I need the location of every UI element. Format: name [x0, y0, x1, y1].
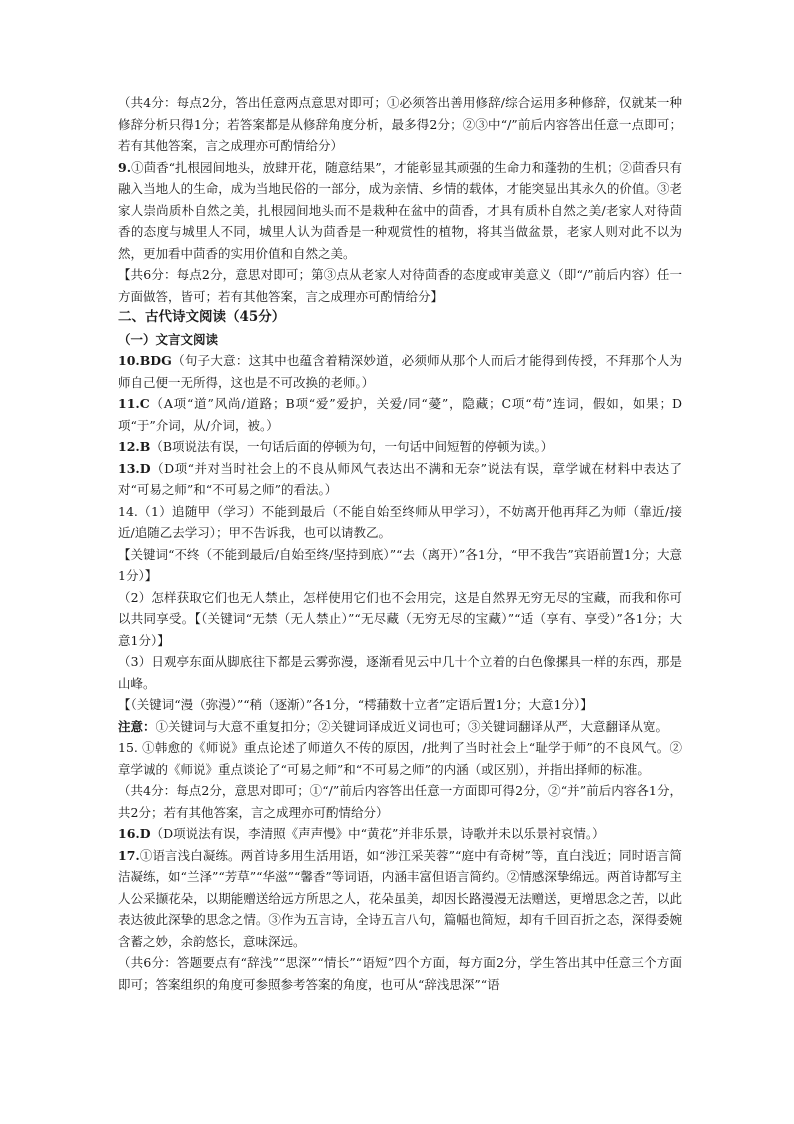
- q13-number: 13.D: [118, 460, 151, 476]
- section-heading-classical-reading: 二、古代诗文阅读（45分）: [118, 309, 286, 325]
- attention-label: 注意：: [118, 718, 156, 734]
- attention-text: ①关键词与大意不重复扣分；②关键词译成近义词也可；③关键词翻译从严，大意翻译从宽。: [155, 718, 669, 734]
- q11-number: 11.C: [118, 396, 150, 411]
- q9-scoring-note: 【共6分：每点2分，意思对即可；第③点从老家人对待茴香的态度或审美意义（即“/”前后内容）任一方面做答，皆可；若有其他答案，言之成理亦可酌情给分】: [118, 267, 682, 304]
- q12-answer: [118, 436, 682, 458]
- q14-part1-answer: 14.（1）追随甲（学习）不能到最后（不能自始至终师从甲学习），不妨离开他再拜乙为师（靠近/接近/追随乙去学习）；甲不告诉我，也可以请教乙。: [118, 503, 682, 540]
- q15-answer: 15. ①韩愈的《师说》重点论述了师道久不传的原因，/批判了当时社会上“耻学于师”的不良风气。②章学诚的《师说》重点谈论了“可易之师”和“不可易之师”的内涵（或区别），并指出择师的标准。: [118, 740, 682, 777]
- q9-text: ①茴香“扎根园间地头，放肆开花，随意结果”，才能彰显其顽强的生命力和蓬勃的生机；②茴香只有融入当地人的生命，成为当地民俗的一部分，成为亲情、乡情的载体，才能突显出其永久的价值。③老家人崇尚质朴自然之美，扎根园间地头而不是栽种在盆中的茴香，才具有质朴自然之美/老家人对待茴香的态度与城里人不同，城里人认为茴香是一种观赏性的植物，将其当做盆景，老家人则对此不以为然，更加看中茴香的实用价值和自然之美。: [118, 159, 682, 261]
- q10-number: 10.BDG: [118, 353, 172, 368]
- q17-scoring-note: （共6分：答题要点有“辞浅”“思深”“情长”“语短”四个方面，每方面2分，学生答出其中任意三个方面即可；答案组织的角度可参照参考答案的角度，也可从“辞浅思深”“语: [118, 955, 682, 992]
- q12-text: （B项说法有误，一句话后面的停顿为句，一句话中间短暂的停顿为读。）: [150, 439, 554, 454]
- q16-text: （D项说法有误，李清照《声声慢》中“黄花”并非乐景，诗歌并未以乐景衬哀情。）: [150, 826, 605, 841]
- q12-number: 12.B: [118, 439, 151, 454]
- q8-scoring-note: （共4分：每点2分，答出任意两点意思对即可；①必须答出善用修辞/综合运用多种修辞，仅就某一种修辞分析只得1分；若答案都是从修辞角度分析，最多得2分；②③中“/”前后内容答出任意一点即可；若有其他答案，言之成理亦可酌情给分）: [118, 95, 682, 153]
- q15-scoring-note: （共4分：每点2分，意思对即可；①“/”前后内容答出任意一方面即可得2分，②“并”前后内容各1分，共2分；若有其他答案，言之成理亦可酌情给分）: [118, 783, 682, 820]
- q11-answer: [118, 393, 682, 436]
- q13-text: （D项“并对当时社会上的不良从师风气表达出不满和无奈”说法有误，章学诚在材料中表达了对“可易之师”和“不可易之师”的看法。）: [118, 460, 682, 497]
- q10-text: （句子大意：这其中也蕴含着精深妙道，必须师从那个人而后才能得到传授，不拜那个人为师自己便一无所得，这也是不可改换的老师。）: [118, 353, 682, 390]
- q9-number: 9.: [118, 159, 132, 175]
- q9-answer: [118, 157, 682, 265]
- q17-text: ①语言浅白凝练。两首诗多用生活用语，如“涉江采芙蓉”“庭中有奇树”等，直白浅近；同时语言简洁凝练，如“兰泽”“芳草”“华滋”“馨香”等词语，内涵丰富但语言简约。②情感深挚绵远。两首诗都写主人公采撷花朵，以期能赠送给远方所思之人，花朵虽美，却因长路漫漫无法赠送，更增思念之苦，以此表达彼此深挚的思念之情。③作为五言诗，全诗五言八句，篇幅也简短，却有千回百折之态，深得委婉含蓄之妙，余韵悠长，意味深远。: [118, 847, 682, 949]
- q14-part1-scoring: 【关键词“不终（不能到最后/自始至终/坚持到底）”“去（离开）”各1分，“甲不我告”宾语前置1分；大意1分）】: [118, 546, 682, 583]
- q17-number: 17.: [118, 847, 140, 863]
- q14-part3-scoring: 【（关键词“漫（弥漫）”“稍（逐渐）”各1分，“樗蒱数十立者”定语后置1分；大意1分）】: [118, 697, 593, 712]
- q14-part3-answer: （3）日观亭东面从脚底往下都是云雾弥漫，逐渐看见云中几十个立着的白色像摞具一样的东西，那是山峰。: [118, 654, 682, 691]
- q16-number: 16.D: [118, 826, 151, 841]
- q17-answer: [118, 845, 682, 953]
- q14-attention-note: [118, 716, 682, 738]
- q13-answer: [118, 458, 682, 501]
- subsection-heading-classical-prose: （一）文言文阅读: [118, 331, 219, 347]
- q11-text: （A项“道”风尚/道路；B项“爱”爱护，关爱/同“薆”，隐藏；C项“苟”连词，假如，如果；D项“于”介词，从/介词，被。）: [118, 396, 682, 433]
- q16-answer: [118, 823, 682, 845]
- q14-part2-answer: （2）怎样获取它们也无人禁止，怎样使用它们也不会用完，这是自然界无穷无尽的宝藏，而我和你可以共同享受。【（关键词“无禁（无人禁止）”“无尽藏（无穷无尽的宝藏）”“适（享有、享受）”各1分；大意1分）】: [118, 589, 682, 648]
- q10-answer: [118, 350, 682, 393]
